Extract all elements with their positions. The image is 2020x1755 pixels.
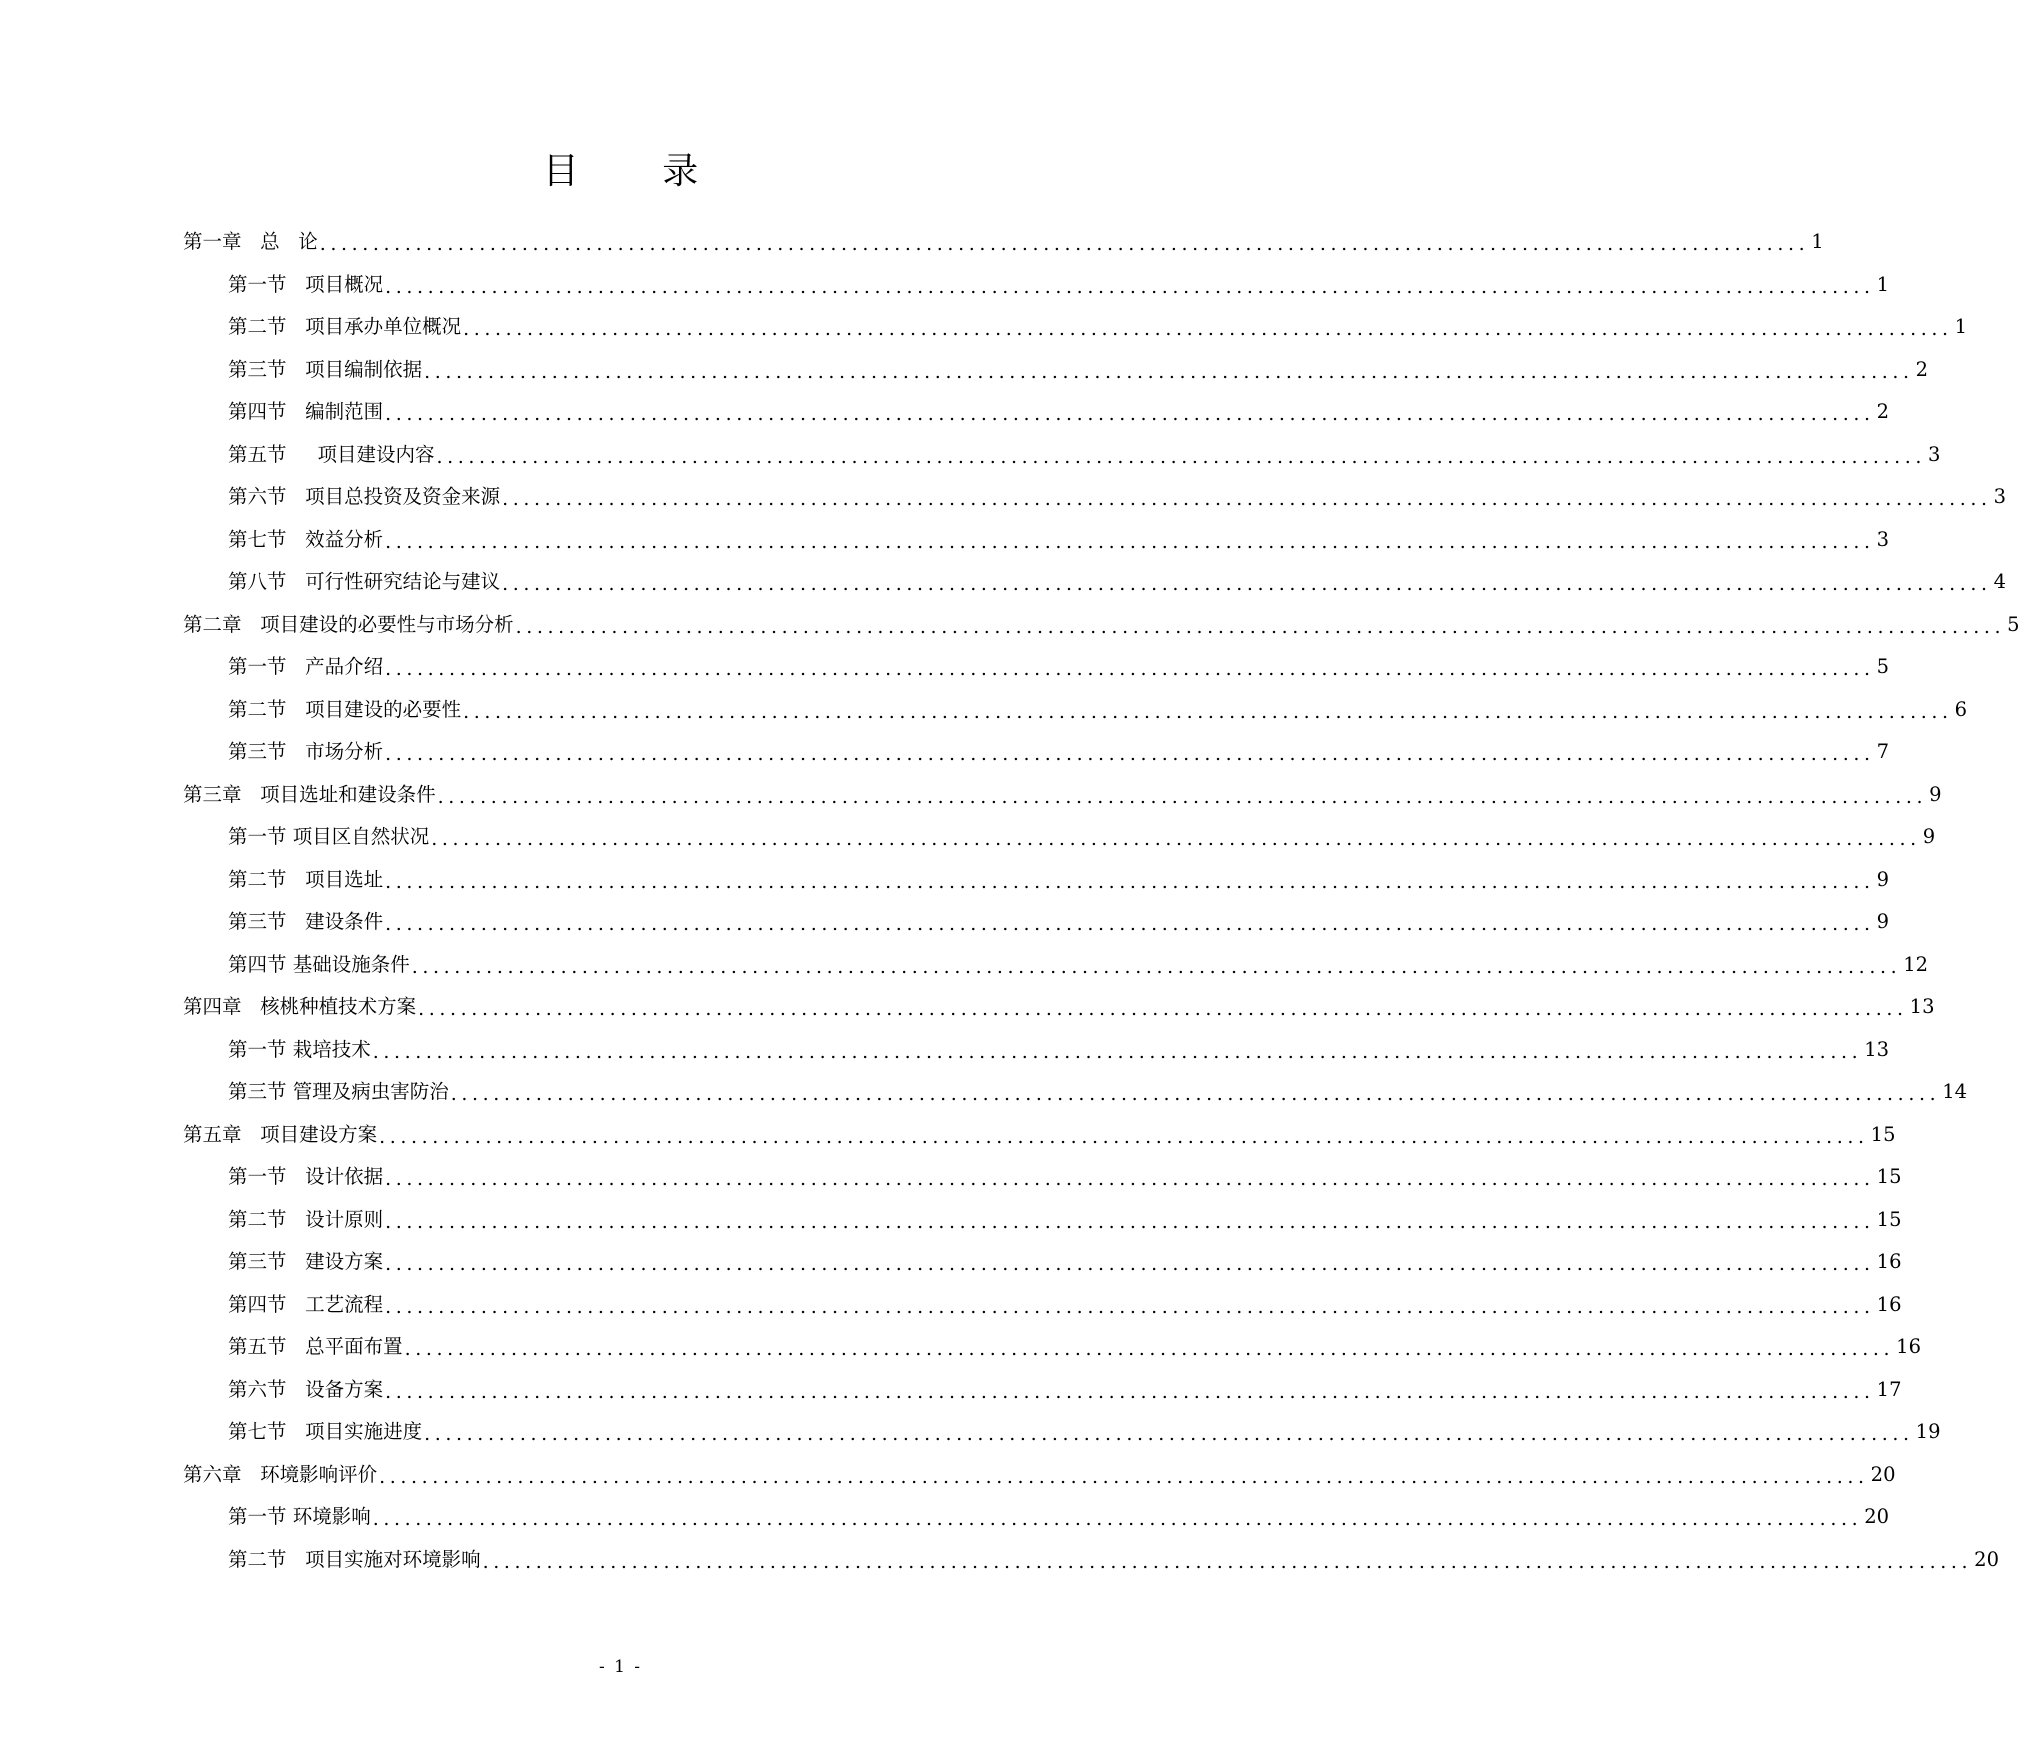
toc-entry-page-number: 16 xyxy=(1876,1250,1902,1274)
toc-entry-label: 第六章 环境影响评价 xyxy=(183,1462,378,1486)
toc-section-entry[interactable] xyxy=(0,264,1890,307)
toc-entry-label: 第一节 产品介绍 xyxy=(228,655,384,679)
toc-entry-label: 第一节 项目概况 xyxy=(228,272,384,296)
toc-section-entry[interactable] xyxy=(0,646,1890,689)
toc-entry-page-number: 7 xyxy=(1876,740,1890,764)
toc-section-entry[interactable] xyxy=(0,349,1929,392)
toc-entry-label: 第三节 项目编制依据 xyxy=(228,357,423,381)
toc-dot-leader: ............................................................................................................................................ xyxy=(424,360,1914,383)
toc-entry-label: 第四节 基础设施条件 xyxy=(228,952,410,976)
toc-dot-leader: ............................................................................................................................................ xyxy=(450,1083,1941,1106)
toc-entry-label: 第二节 项目建设的必要性 xyxy=(228,697,462,721)
toc-entry-label: 第五节 总平面布置 xyxy=(228,1335,403,1359)
toc-dot-leader: ............................................................................................................................................ xyxy=(418,998,1908,1021)
toc-section-entry[interactable] xyxy=(0,944,1929,987)
toc-entry-page-number: 5 xyxy=(1876,655,1890,679)
toc-section-entry[interactable] xyxy=(0,434,1941,477)
toc-entry-label: 第三章 项目选址和建设条件 xyxy=(183,782,436,806)
toc-section-entry[interactable] xyxy=(0,476,2007,519)
toc-section-entry[interactable] xyxy=(0,1496,1890,1539)
toc-entry-label: 第三节 管理及病虫害防治 xyxy=(228,1080,449,1104)
toc-entry-page-number: 20 xyxy=(1864,1505,1890,1529)
toc-dot-leader: ............................................................................................................................................ xyxy=(502,573,1992,596)
toc-entry-label: 第二节 项目选址 xyxy=(228,867,384,891)
toc-dot-leader: ............................................................................................................................................ xyxy=(385,403,1875,426)
toc-section-entry[interactable] xyxy=(0,1199,1902,1242)
toc-section-entry[interactable] xyxy=(0,1284,1902,1327)
toc-entry-label: 第四节 编制范围 xyxy=(228,400,384,424)
toc-entry-page-number: 19 xyxy=(1915,1420,1941,1444)
toc-entry-page-number: 9 xyxy=(1929,782,1942,806)
toc-dot-leader: ............................................................................................................................................ xyxy=(385,275,1875,298)
toc-entry-page-number: 16 xyxy=(1896,1335,1921,1359)
page-title: 目 录 xyxy=(542,151,735,192)
toc-dot-leader: ............................................................................................................................................ xyxy=(385,1380,1875,1403)
toc-entry-label: 第一节 栽培技术 xyxy=(228,1037,371,1061)
toc-entry-label: 第二节 项目承办单位概况 xyxy=(228,315,462,339)
toc-entry-label: 第四节 工艺流程 xyxy=(228,1292,384,1316)
toc-entry-label: 第二章 项目建设的必要性与市场分析 xyxy=(183,612,514,636)
toc-dot-leader: ............................................................................................................................................ xyxy=(319,233,1810,256)
toc-dot-leader: ............................................................................................................................................ xyxy=(385,1253,1875,1276)
toc-entry-page-number: 1 xyxy=(1811,230,1824,254)
toc-entry-page-number: 20 xyxy=(1870,1462,1896,1486)
toc-dot-leader: ............................................................................................................................................ xyxy=(385,1210,1875,1233)
toc-entry-label: 第一节 环境影响 xyxy=(228,1505,371,1529)
table-of-contents xyxy=(0,221,2020,1581)
toc-chapter-entry[interactable] xyxy=(0,604,2020,647)
toc-entry-label: 第六节 设备方案 xyxy=(228,1377,384,1401)
toc-entry-label: 第一章 总 论 xyxy=(183,230,318,254)
toc-entry-label: 第三节 市场分析 xyxy=(228,740,384,764)
toc-entry-page-number: 5 xyxy=(2007,612,2020,636)
toc-dot-leader: ............................................................................................................................................ xyxy=(515,615,2006,638)
toc-section-entry[interactable] xyxy=(0,901,1890,944)
toc-entry-page-number: 9 xyxy=(1922,825,1936,849)
toc-entry-label: 第四章 核桃种植技术方案 xyxy=(183,995,417,1019)
toc-entry-page-number: 1 xyxy=(1954,315,1968,339)
toc-dot-leader: ............................................................................................................................................ xyxy=(372,1508,1863,1531)
toc-section-entry[interactable] xyxy=(0,816,1936,859)
toc-dot-leader: ............................................................................................................................................ xyxy=(436,445,1927,468)
toc-entry-page-number: 15 xyxy=(1876,1165,1902,1189)
toc-dot-leader: ............................................................................................................................................ xyxy=(385,913,1875,936)
toc-entry-label: 第一节 设计依据 xyxy=(228,1165,384,1189)
toc-dot-leader: ............................................................................................................................................ xyxy=(463,700,1953,723)
toc-section-entry[interactable] xyxy=(0,859,1890,902)
toc-dot-leader: ............................................................................................................................................ xyxy=(482,1550,1973,1573)
toc-entry-label: 第五章 项目建设方案 xyxy=(183,1122,378,1146)
toc-entry-page-number: 13 xyxy=(1909,995,1935,1019)
toc-dot-leader: ............................................................................................................................................ xyxy=(385,530,1875,553)
toc-entry-page-number: 9 xyxy=(1876,867,1890,891)
toc-chapter-entry[interactable] xyxy=(0,221,1824,264)
toc-entry-page-number: 2 xyxy=(1876,400,1890,424)
toc-dot-leader: ............................................................................................................................................ xyxy=(502,488,1992,511)
toc-entry-label: 第三节 建设方案 xyxy=(228,1250,384,1274)
toc-entry-label: 第六节 项目总投资及资金来源 xyxy=(228,485,501,509)
toc-dot-leader: ............................................................................................................................................ xyxy=(385,1168,1875,1191)
toc-entry-page-number: 4 xyxy=(1993,570,2007,594)
toc-chapter-entry[interactable] xyxy=(0,774,1942,817)
toc-dot-leader: ............................................................................................................................................ xyxy=(379,1125,1869,1148)
toc-dot-leader: ............................................................................................................................................ xyxy=(385,743,1875,766)
toc-section-entry[interactable] xyxy=(0,519,1890,562)
toc-entry-label: 第七节 项目实施进度 xyxy=(228,1420,423,1444)
toc-entry-label: 第三节 建设条件 xyxy=(228,910,384,934)
toc-dot-leader: ............................................................................................................................................ xyxy=(404,1338,1895,1361)
toc-chapter-entry[interactable] xyxy=(0,1114,1896,1157)
toc-section-entry[interactable] xyxy=(0,391,1890,434)
toc-entry-label: 第二节 项目实施对环境影响 xyxy=(228,1547,481,1571)
toc-dot-leader: ............................................................................................................................................ xyxy=(463,318,1953,341)
toc-dot-leader: ............................................................................................................................................ xyxy=(372,1040,1863,1063)
toc-section-entry[interactable] xyxy=(0,561,2007,604)
toc-entry-label: 第二节 设计原则 xyxy=(228,1207,384,1231)
toc-entry-page-number: 15 xyxy=(1870,1122,1896,1146)
toc-entry-page-number: 2 xyxy=(1915,357,1929,381)
toc-dot-leader: ............................................................................................................................................ xyxy=(411,955,1902,978)
toc-entry-page-number: 3 xyxy=(1876,527,1890,551)
toc-dot-leader: ............................................................................................................................................ xyxy=(379,1465,1869,1488)
toc-entry-page-number: 20 xyxy=(1974,1547,1999,1571)
toc-entry-label: 第七节 效益分析 xyxy=(228,527,384,551)
toc-section-entry[interactable] xyxy=(0,731,1890,774)
toc-dot-leader: ............................................................................................................................................ xyxy=(431,828,1921,851)
toc-entry-page-number: 16 xyxy=(1876,1292,1902,1316)
toc-section-entry[interactable] xyxy=(0,689,1968,732)
toc-entry-page-number: 6 xyxy=(1954,697,1968,721)
toc-entry-page-number: 3 xyxy=(1928,442,1941,466)
toc-section-entry[interactable] xyxy=(0,1411,1941,1454)
toc-section-entry[interactable] xyxy=(0,306,1968,349)
toc-chapter-entry[interactable] xyxy=(0,986,1935,1029)
toc-entry-page-number: 17 xyxy=(1876,1377,1902,1401)
page-number-footer: - 1 - xyxy=(598,1657,643,1677)
toc-entry-page-number: 3 xyxy=(1993,485,2007,509)
toc-entry-label: 第一节 项目区自然状况 xyxy=(228,825,430,849)
toc-entry-page-number: 13 xyxy=(1864,1037,1890,1061)
toc-dot-leader: ............................................................................................................................................ xyxy=(385,870,1875,893)
toc-entry-page-number: 9 xyxy=(1876,910,1890,934)
toc-section-entry[interactable] xyxy=(0,1029,1890,1072)
toc-chapter-entry[interactable] xyxy=(0,1454,1896,1497)
toc-section-entry[interactable] xyxy=(0,1539,1999,1582)
toc-entry-page-number: 15 xyxy=(1876,1207,1902,1231)
toc-dot-leader: ............................................................................................................................................ xyxy=(385,658,1875,681)
toc-section-entry[interactable] xyxy=(0,1326,1921,1369)
toc-section-entry[interactable] xyxy=(0,1369,1902,1412)
toc-entry-page-number: 14 xyxy=(1942,1080,1968,1104)
toc-entry-page-number: 12 xyxy=(1903,952,1929,976)
toc-entry-page-number: 1 xyxy=(1876,272,1890,296)
toc-entry-label: 第五节 项目建设内容 xyxy=(228,442,435,466)
toc-section-entry[interactable] xyxy=(0,1071,1968,1114)
toc-dot-leader: ............................................................................................................................................ xyxy=(385,1295,1875,1318)
toc-section-entry[interactable] xyxy=(0,1156,1902,1199)
toc-dot-leader: ............................................................................................................................................ xyxy=(437,785,1928,808)
toc-entry-label: 第八节 可行性研究结论与建议 xyxy=(228,570,501,594)
toc-dot-leader: ............................................................................................................................................ xyxy=(424,1423,1914,1446)
toc-section-entry[interactable] xyxy=(0,1241,1902,1284)
